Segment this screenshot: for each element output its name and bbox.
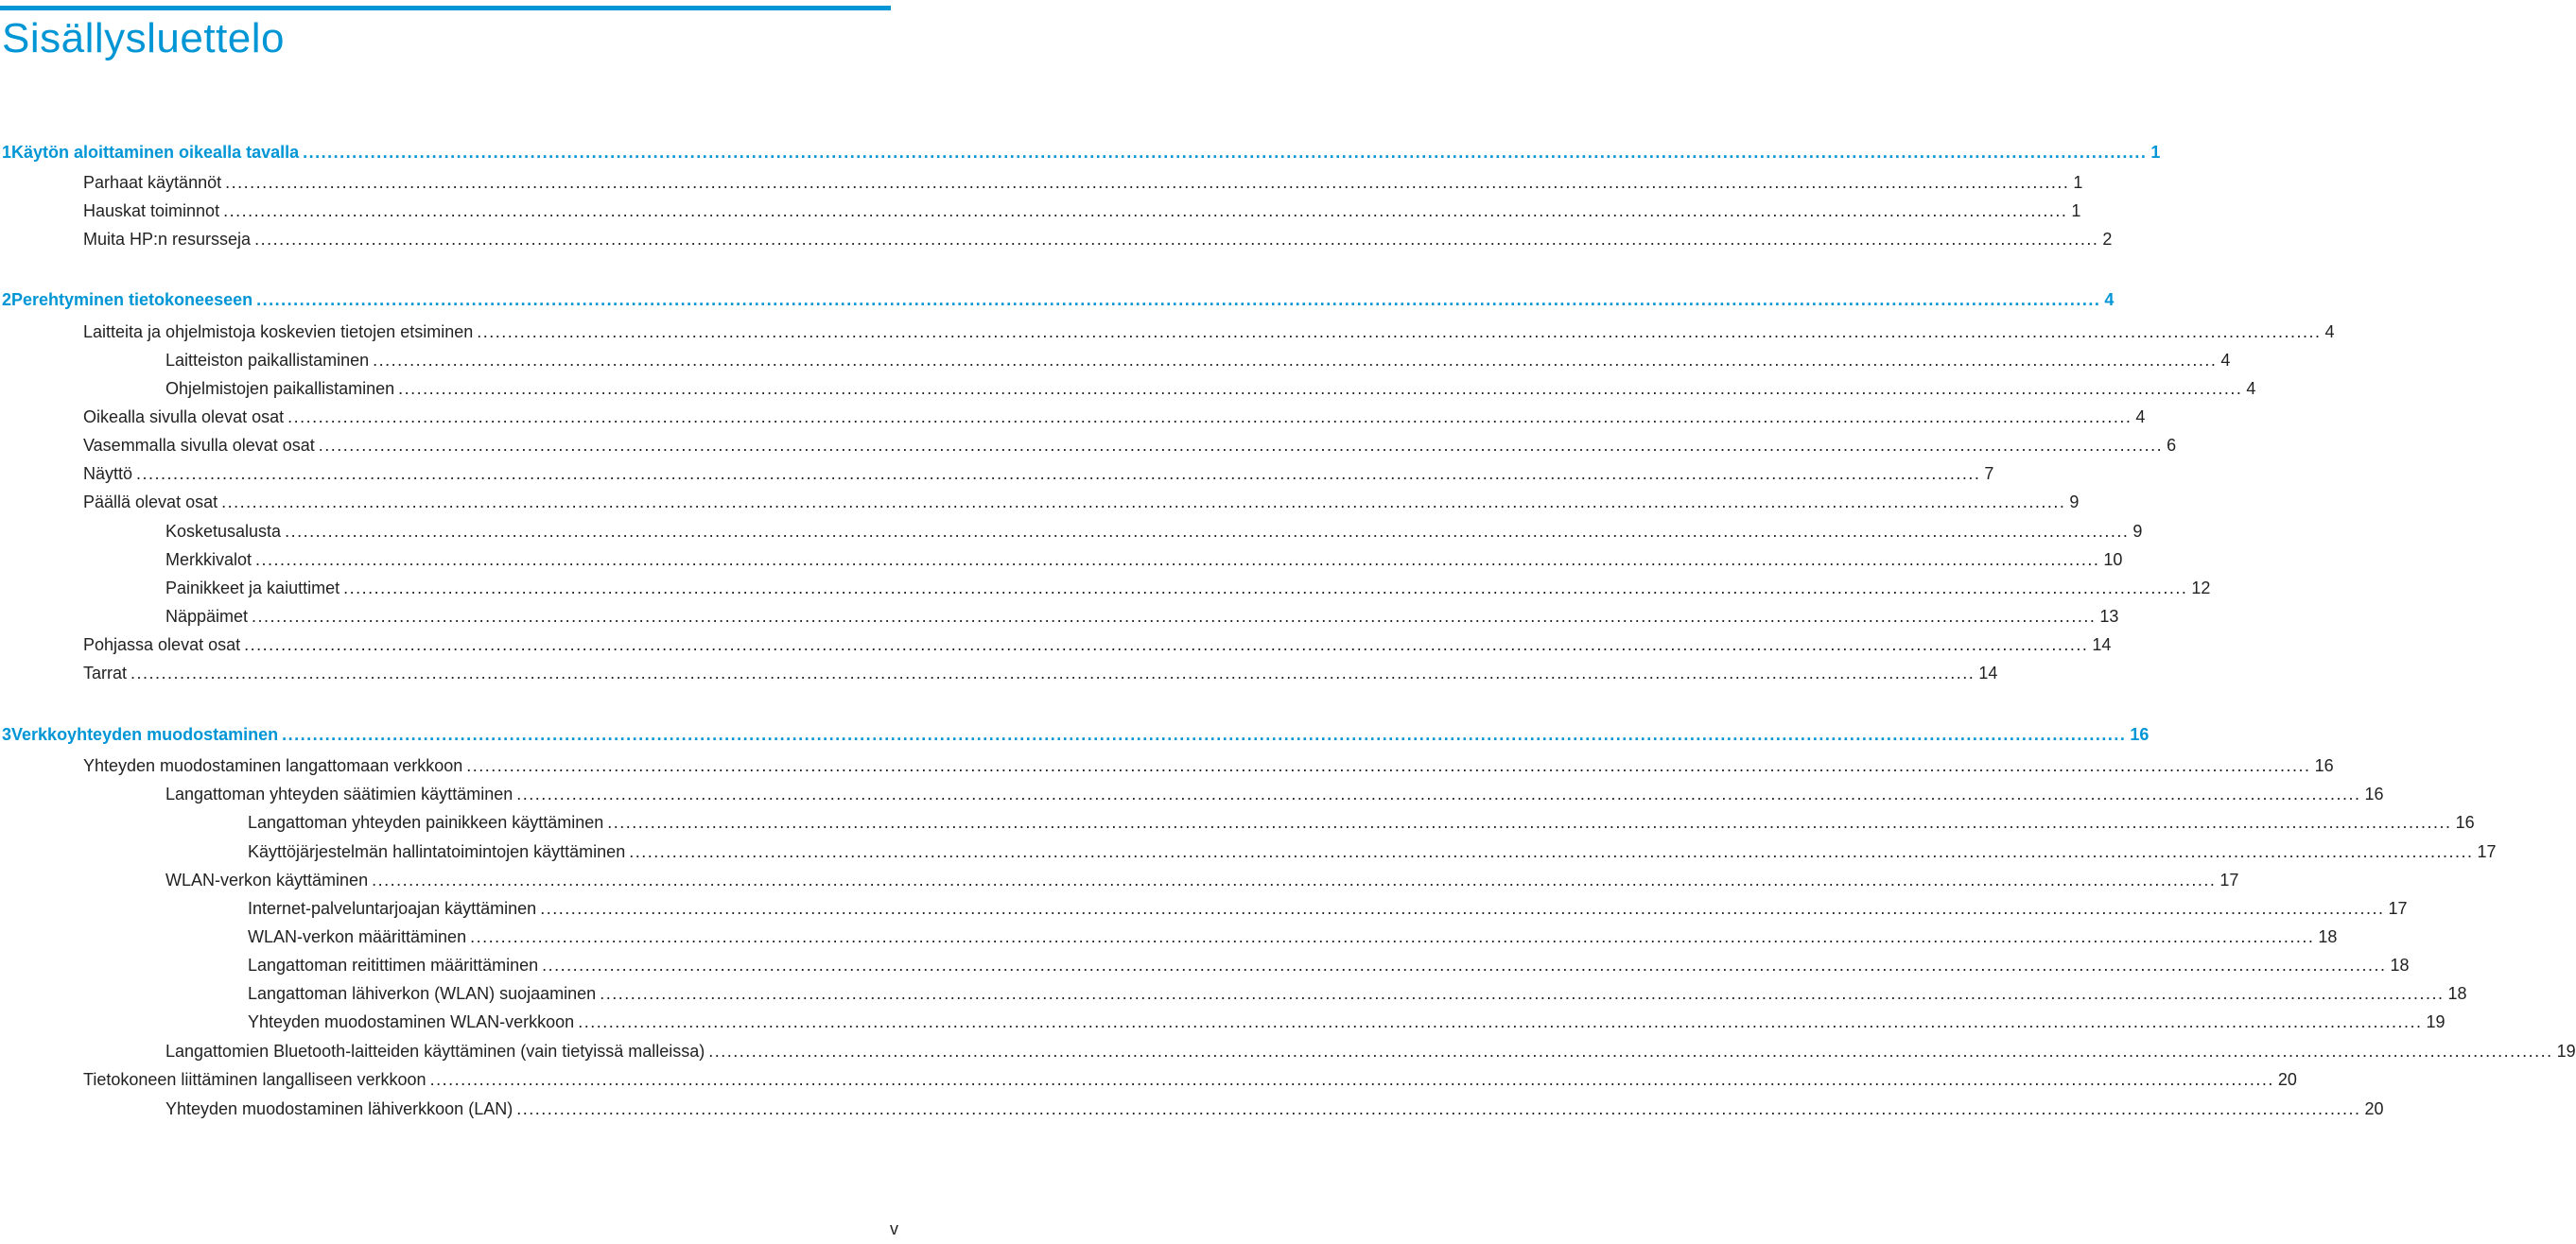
entry-label: Laitteita ja ohjelmistoja koskevien tietojen etsiminen bbox=[83, 322, 474, 341]
entry-page: 17 bbox=[2477, 842, 2497, 861]
page-number: v bbox=[890, 1219, 898, 1238]
chapter-number: 2 bbox=[2, 290, 12, 309]
entry-page: 10 bbox=[2103, 550, 2123, 569]
entry-label: Käyttöjärjestelmän hallintatoimintojen käyttäminen bbox=[248, 842, 626, 861]
dot-leader: ............................................................................................................................................................................................................................................................................................................ bbox=[255, 550, 2100, 569]
dot-leader: ............................................................................................................................................................................................................................................................................................................ bbox=[343, 579, 2188, 597]
toc-entry[interactable] bbox=[83, 223, 2113, 250]
toc-entry[interactable] bbox=[248, 1006, 2445, 1032]
entry-page: 17 bbox=[2388, 899, 2408, 918]
dot-leader: ............................................................................................................................................................................................................................................................................................................ bbox=[136, 464, 1981, 483]
entry-label: Perehtyminen tietokoneeseen bbox=[11, 290, 253, 309]
entry-label: Hauskat toiminnot bbox=[83, 201, 220, 220]
toc-entry[interactable] bbox=[165, 344, 2231, 371]
toc-entry[interactable] bbox=[248, 977, 2467, 1004]
entry-page: 19 bbox=[2556, 1042, 2576, 1061]
dot-leader: ............................................................................................................................................................................................................................................................................................................ bbox=[542, 956, 2387, 975]
dot-leader: ............................................................................................................................................................................................................................................................................................................ bbox=[398, 379, 2243, 398]
entry-label: Langattoman yhteyden painikkeen käyttäminen bbox=[248, 813, 604, 832]
entry-label: WLAN-verkon määrittäminen bbox=[248, 927, 467, 946]
chapter-number: 3 bbox=[2, 725, 12, 744]
entry-label: Painikkeet ja kaiuttimet bbox=[165, 579, 340, 597]
toc-entry[interactable] bbox=[83, 486, 2080, 512]
entry-page: 4 bbox=[2324, 322, 2335, 341]
entry-label: Vasemmalla sivulla olevat osat bbox=[83, 436, 315, 455]
toc-entry[interactable] bbox=[83, 750, 2334, 776]
toc-entry[interactable] bbox=[248, 806, 2475, 833]
toc-entry[interactable] bbox=[248, 921, 2338, 947]
entry-label: Parhaat käytännöt bbox=[83, 173, 222, 192]
entry-label: Langattomien Bluetooth-laitteiden käyttäminen (vain tietyissä malleissa) bbox=[165, 1042, 705, 1061]
toc-entry[interactable] bbox=[83, 166, 2083, 193]
toc-entry[interactable] bbox=[248, 892, 2408, 919]
toc-entry[interactable] bbox=[83, 629, 2112, 655]
dot-leader: ............................................................................................................................................................................................................................................................................................................ bbox=[540, 899, 2385, 918]
entry-label: Yhteyden muodostaminen WLAN-verkkoon bbox=[248, 1012, 575, 1031]
entry-page: 17 bbox=[2219, 871, 2239, 890]
toc-entry[interactable] bbox=[165, 600, 2119, 627]
entry-label: Yhteyden muodostaminen langattomaan verkkoon bbox=[83, 756, 463, 775]
dot-leader: ............................................................................................................................................................................................................................................................................................................ bbox=[225, 173, 2070, 192]
entry-label: Merkkivalot bbox=[165, 550, 252, 569]
entry-label: Kosketusalusta bbox=[165, 522, 282, 541]
dot-leader: ............................................................................................................................................................................................................................................................................................................ bbox=[282, 725, 2127, 744]
entry-page: 16 bbox=[2455, 813, 2475, 832]
entry-page: 1 bbox=[2071, 201, 2081, 220]
entry-label: Näyttö bbox=[83, 464, 133, 483]
dot-leader: ............................................................................................................................................................................................................................................................................................................ bbox=[470, 927, 2315, 946]
entry-page: 4 bbox=[2104, 290, 2115, 309]
toc-entry[interactable] bbox=[165, 572, 2211, 598]
entry-page: 1 bbox=[2150, 143, 2161, 162]
toc-chapter[interactable] bbox=[2, 136, 2161, 163]
toc-entry[interactable] bbox=[165, 1035, 2576, 1062]
dot-leader: ............................................................................................................................................................................................................................................................................................................ bbox=[477, 322, 2322, 341]
entry-page: 6 bbox=[2167, 436, 2177, 455]
entry-page: 16 bbox=[2314, 756, 2334, 775]
entry-label: Oikealla sivulla olevat osat bbox=[83, 407, 285, 426]
entry-page: 2 bbox=[2102, 230, 2113, 249]
dot-leader: ............................................................................................................................................................................................................................................................................................................ bbox=[516, 1099, 2361, 1118]
entry-page: 20 bbox=[2364, 1099, 2384, 1118]
dot-leader: ............................................................................................................................................................................................................................................................................................................ bbox=[221, 492, 2066, 511]
entry-page: 9 bbox=[2069, 492, 2080, 511]
dot-leader: ............................................................................................................................................................................................................................................................................................................ bbox=[466, 756, 2311, 775]
entry-label: Yhteyden muodostaminen lähiverkkoon (LAN) bbox=[165, 1099, 513, 1118]
toc-entry[interactable] bbox=[165, 372, 2256, 399]
dot-leader: ............................................................................................................................................................................................................................................................................................................ bbox=[244, 635, 2089, 654]
dot-leader: ............................................................................................................................................................................................................................................................................................................ bbox=[256, 290, 2101, 309]
entry-label: Tarrat bbox=[83, 664, 128, 682]
dot-leader: ............................................................................................................................................................................................................................................................................................................ bbox=[372, 871, 2217, 890]
entry-page: 14 bbox=[1978, 664, 1998, 682]
toc-entry[interactable] bbox=[165, 864, 2239, 890]
toc-entry[interactable] bbox=[83, 458, 1994, 484]
entry-page: 9 bbox=[2132, 522, 2143, 541]
entry-page: 1 bbox=[2073, 173, 2083, 192]
entry-label: Käytön aloittaminen oikealla tavalla bbox=[11, 143, 300, 162]
entry-label: Muita HP:n resursseja bbox=[83, 230, 252, 249]
toc-chapter[interactable] bbox=[2, 284, 2115, 310]
entry-page: 7 bbox=[1984, 464, 1994, 483]
entry-label: Näppäimet bbox=[165, 607, 249, 626]
entry-page: 18 bbox=[2390, 956, 2410, 975]
entry-page: 4 bbox=[2246, 379, 2256, 398]
toc-entry[interactable] bbox=[83, 195, 2081, 221]
toc-entry[interactable] bbox=[248, 949, 2410, 976]
entry-label: Langattoman yhteyden säätimien käyttäminen bbox=[165, 785, 513, 803]
entry-page: 16 bbox=[2364, 785, 2384, 803]
dot-leader: ............................................................................................................................................................................................................................................................................................................ bbox=[287, 407, 2132, 426]
entry-page: 19 bbox=[2426, 1012, 2445, 1031]
entry-label: Pohjassa olevat osat bbox=[83, 635, 241, 654]
dot-leader: ............................................................................................................................................................................................................................................................................................................ bbox=[607, 813, 2452, 832]
entry-page: 20 bbox=[2277, 1070, 2297, 1089]
dot-leader: ............................................................................................................................................................................................................................................................................................................ bbox=[131, 664, 1976, 682]
dot-leader: ............................................................................................................................................................................................................................................................................................................ bbox=[303, 143, 2148, 162]
entry-label: Langattoman lähiverkon (WLAN) suojaaminen bbox=[248, 984, 597, 1003]
toc-entry[interactable] bbox=[165, 778, 2384, 804]
dot-leader: ............................................................................................................................................................................................................................................................................................................ bbox=[285, 522, 2130, 541]
dot-leader: ............................................................................................................................................................................................................................................................................................................ bbox=[708, 1042, 2553, 1061]
dot-leader: ............................................................................................................................................................................................................................................................................................................ bbox=[373, 351, 2218, 370]
entry-page: 14 bbox=[2092, 635, 2112, 654]
toc-entry[interactable] bbox=[83, 1063, 2297, 1090]
entry-page: 18 bbox=[2447, 984, 2467, 1003]
entry-page: 4 bbox=[2135, 407, 2146, 426]
entry-label: Tietokoneen liittäminen langalliseen verkkoon bbox=[83, 1070, 426, 1089]
dot-leader: ............................................................................................................................................................................................................................................................................................................ bbox=[516, 785, 2361, 803]
entry-label: Laitteiston paikallistaminen bbox=[165, 351, 370, 370]
chapter-number: 1 bbox=[2, 143, 12, 162]
toc-entry[interactable] bbox=[165, 515, 2143, 542]
entry-page: 12 bbox=[2191, 579, 2211, 597]
toc-entry[interactable] bbox=[165, 544, 2123, 570]
entry-page: 18 bbox=[2318, 927, 2338, 946]
entry-label: Ohjelmistojen paikallistaminen bbox=[165, 379, 395, 398]
dot-leader: ............................................................................................................................................................................................................................................................................................................ bbox=[429, 1070, 2274, 1089]
entry-page: 13 bbox=[2099, 607, 2119, 626]
dot-leader: ............................................................................................................................................................................................................................................................................................................ bbox=[629, 842, 2474, 861]
page-title: Sisällysluettelo bbox=[2, 15, 286, 61]
entry-page: 4 bbox=[2220, 351, 2231, 370]
dot-leader: ............................................................................................................................................................................................................................................................................................................ bbox=[318, 436, 2164, 455]
dot-leader: ............................................................................................................................................................................................................................................................................................................ bbox=[223, 201, 2068, 220]
toc-entry[interactable] bbox=[165, 1093, 2384, 1119]
dot-leader: ............................................................................................................................................................................................................................................................................................................ bbox=[252, 607, 2097, 626]
entry-label: Päällä olevat osat bbox=[83, 492, 218, 511]
dot-leader: ............................................................................................................................................................................................................................................................................................................ bbox=[600, 984, 2445, 1003]
toc-entry[interactable] bbox=[248, 836, 2497, 862]
toc-entry[interactable] bbox=[83, 657, 1998, 683]
dot-leader: ............................................................................................................................................................................................................................................................................................................ bbox=[254, 230, 2099, 249]
entry-label: WLAN-verkon käyttäminen bbox=[165, 871, 369, 890]
toc-entry[interactable] bbox=[83, 429, 2177, 456]
entry-page: 16 bbox=[2130, 725, 2150, 744]
toc-entry[interactable] bbox=[83, 401, 2146, 427]
toc-chapter[interactable] bbox=[2, 718, 2150, 745]
entry-label: Internet-palveluntarjoajan käyttäminen bbox=[248, 899, 537, 918]
entry-label: Langattoman reitittimen määrittäminen bbox=[248, 956, 539, 975]
dot-leader: ............................................................................................................................................................................................................................................................................................................ bbox=[578, 1012, 2423, 1031]
toc-entry[interactable] bbox=[83, 316, 2335, 342]
entry-label: Verkkoyhteyden muodostaminen bbox=[11, 725, 279, 744]
